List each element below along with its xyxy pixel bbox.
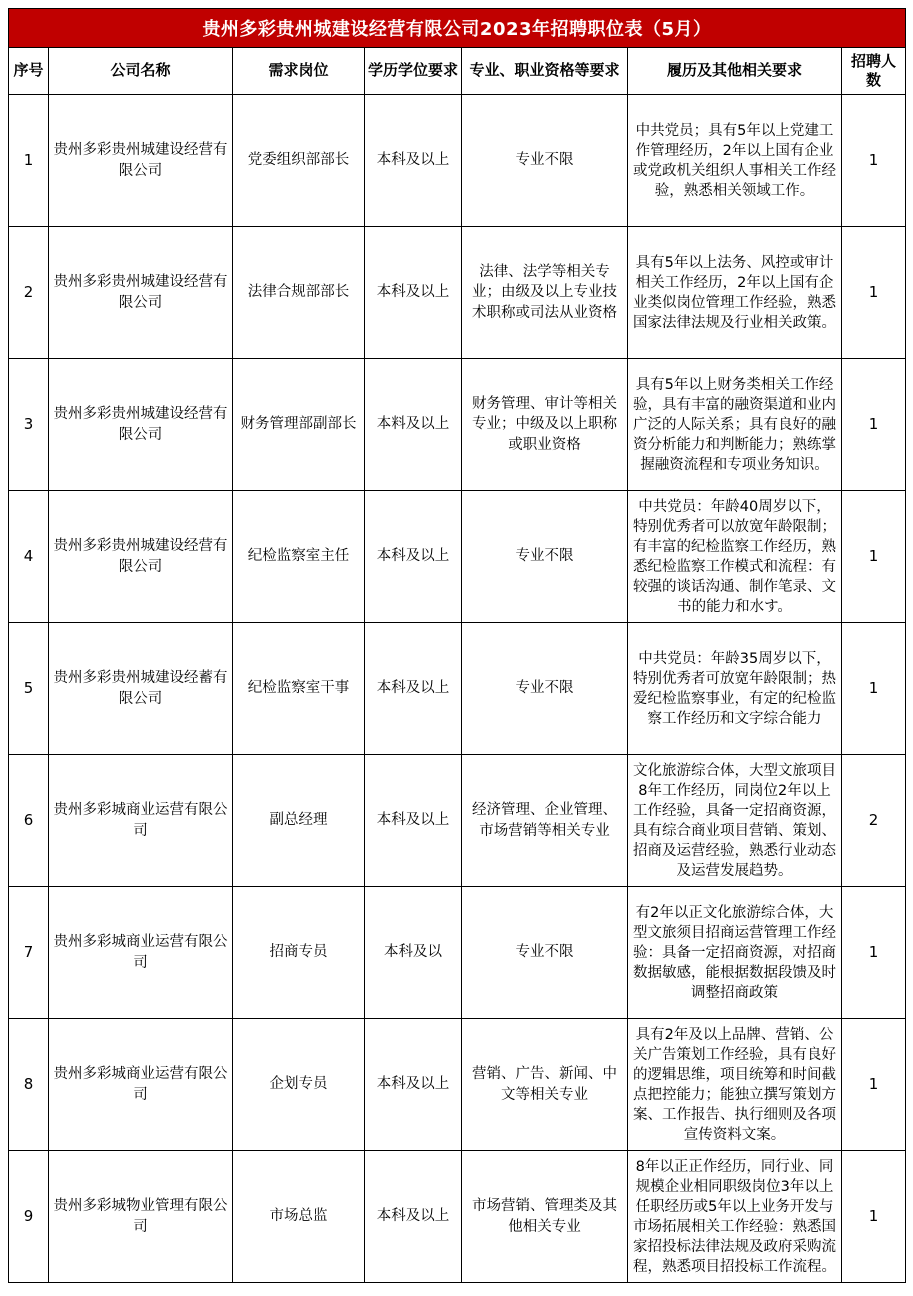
cell-requirements: 具有5年以上法务、风控或审计相关工作经历，2年以上国有企业类似岗位管理工作经验，熟悉国家法律法规及行业相关政策。 [628, 227, 842, 359]
cell-headcount: 1 [842, 1151, 906, 1283]
cell-no: 7 [9, 887, 49, 1019]
cell-company: 贵州多彩城商业运营有限公司 [49, 755, 233, 887]
cell-requirements: 中共党员：年龄40周岁以下，特别优秀者可以放宽年龄限制；有丰富的纪检监察工作经历，熟悉纪检监察工作模式和流程：有较强的谈话沟通、制作笔录、文书的能力和水す。 [628, 491, 842, 623]
cell-major: 专业不限 [462, 887, 628, 1019]
cell-no: 4 [9, 491, 49, 623]
cell-no: 6 [9, 755, 49, 887]
cell-education: 本科及以上 [365, 1151, 462, 1283]
cell-requirements: 8年以正正作经历，同行业、同规模企业相同职级岗位3年以上任职经历或5年以上业务开发与市场拓展相关工作经验：熟悉国家招投标法律法规及政府采购流程，熟悉项目招投标工作流程。 [628, 1151, 842, 1283]
cell-requirements: 具有5年以上财务类相关工作经验，具有丰富的融资渠道和业内广泛的人际关系；具有良好的融资分析能力和判断能力；熟练掌握融资流程和专项业务知识。 [628, 359, 842, 491]
cell-headcount: 2 [842, 755, 906, 887]
cell-headcount: 1 [842, 359, 906, 491]
cell-position: 市场总监 [233, 1151, 365, 1283]
cell-major: 法律、法学等相关专业；由级及以上专业技术职称或司法从业资格 [462, 227, 628, 359]
table-row [9, 1019, 906, 1151]
cell-major: 市场营销、管理类及其他相关专业 [462, 1151, 628, 1283]
cell-position: 财务管理部副部长 [233, 359, 365, 491]
cell-company: 贵州多彩城物业管理有限公司 [49, 1151, 233, 1283]
cell-position: 副总经理 [233, 755, 365, 887]
cell-education: 本科及以上 [365, 95, 462, 227]
cell-position: 纪检监察室主任 [233, 491, 365, 623]
cell-no: 9 [9, 1151, 49, 1283]
table-row [9, 491, 906, 623]
cell-requirements: 文化旅游综合体，大型文旅项目8年工作经历，同岗位2年以上工作经验，具备一定招商资源，具有综合商业项目营销、策划、招商及运营经验，熟悉行业动态及运营发展趋势。 [628, 755, 842, 887]
cell-education: 本科及以上 [365, 623, 462, 755]
cell-major: 专业不限 [462, 491, 628, 623]
cell-major: 财务管理、审计等相关专业；中级及以上职称或职业资格 [462, 359, 628, 491]
header-row [9, 48, 906, 95]
table-row [9, 95, 906, 227]
column-header-2: 需求岗位 [233, 48, 365, 95]
cell-headcount: 1 [842, 623, 906, 755]
cell-position: 党委组织部部长 [233, 95, 365, 227]
column-header-4: 专业、职业资格等要求 [462, 48, 628, 95]
cell-education: 本科及以上 [365, 227, 462, 359]
cell-no: 5 [9, 623, 49, 755]
column-header-1: 公司名称 [49, 48, 233, 95]
cell-position: 企划专员 [233, 1019, 365, 1151]
cell-no: 3 [9, 359, 49, 491]
table-row [9, 755, 906, 887]
cell-company: 贵州多彩城商业运营有限公司 [49, 1019, 233, 1151]
cell-major: 经济管理、企业管理、市场营销等相关专业 [462, 755, 628, 887]
cell-major: 专业不限 [462, 95, 628, 227]
cell-no: 1 [9, 95, 49, 227]
table-row [9, 1151, 906, 1283]
cell-company: 贵州多彩贵州城建设经营有限公司 [49, 95, 233, 227]
cell-position: 纪检监察室干事 [233, 623, 365, 755]
table-row [9, 623, 906, 755]
cell-requirements: 中共党员：年龄35周岁以下，特别优秀者可放宽年龄限制；热爱纪检监察事业，有定的纪检监察工作经历和文字综合能力 [628, 623, 842, 755]
cell-position: 法律合规部部长 [233, 227, 365, 359]
cell-education: 本科及以 [365, 887, 462, 1019]
recruitment-table [8, 8, 906, 1283]
column-header-6: 招聘人数 [842, 48, 906, 95]
cell-headcount: 1 [842, 491, 906, 623]
table-row [9, 359, 906, 491]
cell-company: 贵州多彩贵州城建设经蓄有限公司 [49, 623, 233, 755]
column-header-5: 履历及其他相关要求 [628, 48, 842, 95]
cell-education: 本料及以上 [365, 359, 462, 491]
cell-headcount: 1 [842, 95, 906, 227]
cell-major: 专业不限 [462, 623, 628, 755]
cell-company: 贵州多彩城商业运营有限公司 [49, 887, 233, 1019]
cell-no: 8 [9, 1019, 49, 1151]
table-title: 贵州多彩贵州城建设经营有限公司2023年招聘职位表（5月） [9, 9, 906, 48]
cell-position: 招商专员 [233, 887, 365, 1019]
table-row [9, 887, 906, 1019]
cell-headcount: 1 [842, 1019, 906, 1151]
cell-education: 本科及以上 [365, 755, 462, 887]
table-body [9, 95, 906, 1283]
title-row [9, 9, 906, 48]
cell-company: 贵州多彩贵州城建设经营有限公司 [49, 359, 233, 491]
cell-requirements: 有2年以正文化旅游综合体，大型文旅须目招商运营管理工作经验：具备一定招商资源，对招商数据敏感，能根据数据段馈及时调整招商政策 [628, 887, 842, 1019]
column-header-3: 学历学位要求 [365, 48, 462, 95]
cell-education: 本科及以上 [365, 1019, 462, 1151]
cell-no: 2 [9, 227, 49, 359]
cell-company: 贵州多彩贵州城建设经营有限公司 [49, 491, 233, 623]
cell-requirements: 中共党员；具有5年以上党建工作管理经历，2年以上国有企业或党政机关组织人事相关工作经验，熟悉相关领域工作。 [628, 95, 842, 227]
cell-headcount: 1 [842, 887, 906, 1019]
cell-education: 本科及以上 [365, 491, 462, 623]
cell-company: 贵州多彩贵州城建设经营有限公司 [49, 227, 233, 359]
cell-major: 营销、广告、新闻、中文等相关专业 [462, 1019, 628, 1151]
cell-requirements: 具有2年及以上品牌、营销、公关广告策划工作经验，具有良好的逻辑思维，项目统筹和时间截点把控能力；能独立撰写策划方案、工作报告、执行细则及各项宣传资料文案。 [628, 1019, 842, 1151]
column-header-0: 序号 [9, 48, 49, 95]
cell-headcount: 1 [842, 227, 906, 359]
table-row [9, 227, 906, 359]
